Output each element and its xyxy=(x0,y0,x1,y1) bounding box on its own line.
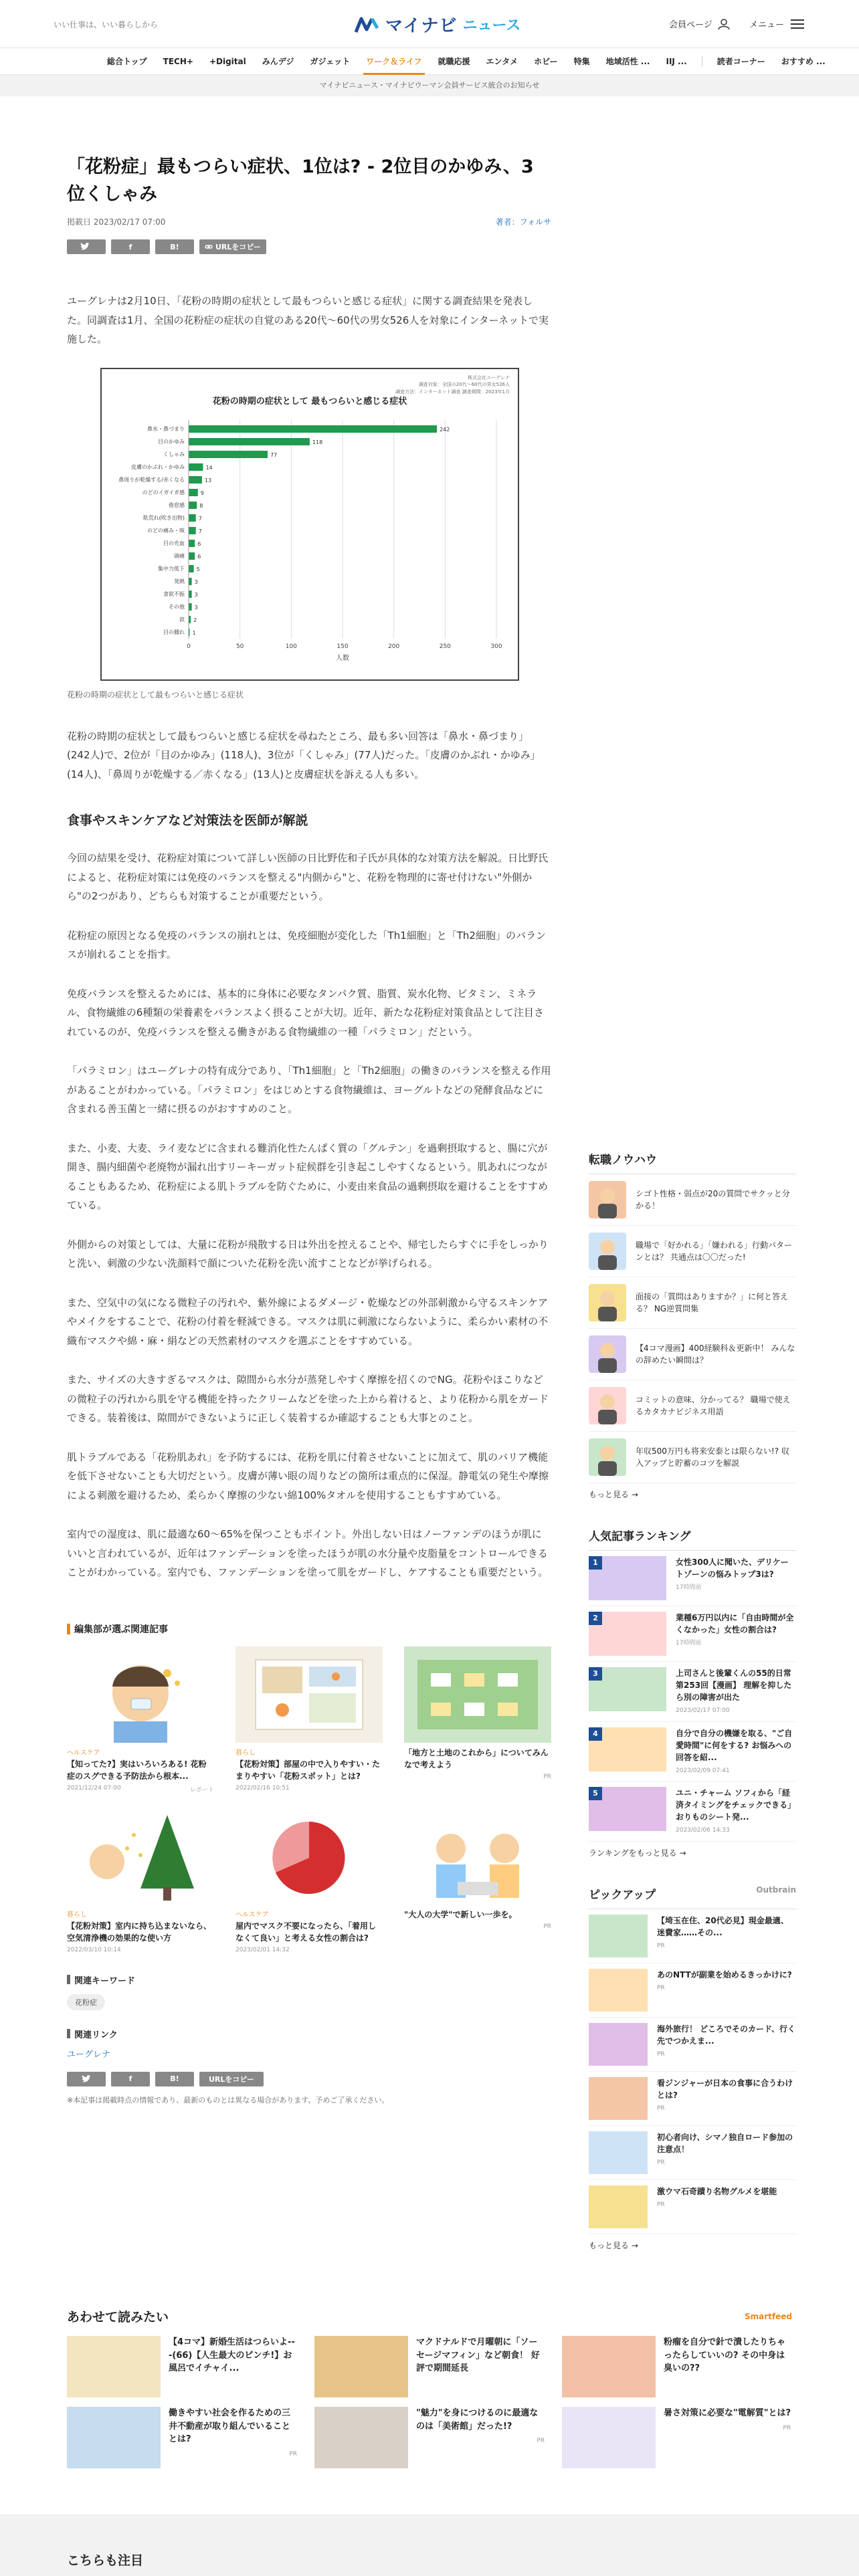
y-category-label: 鼻水・鼻づまり xyxy=(147,425,185,432)
site-tagline: いい仕事は、いい暮らしから xyxy=(54,20,159,29)
card-title: 「地方と土地のこれから」についてみんなで考えよう xyxy=(404,1747,549,1769)
chart-bar xyxy=(189,603,192,611)
card-date: 2022/03/10 10:14 xyxy=(67,1946,121,1953)
career-heading: 転職ノウハウ xyxy=(589,1150,796,1174)
pickup-item[interactable] xyxy=(589,1963,796,2018)
bar-value-label: 9 xyxy=(200,490,204,496)
ranking-more-link[interactable] xyxy=(589,1847,796,1858)
recommend-thumb xyxy=(314,2336,408,2397)
article-paragraph: 免疫バランスを整えるためには、基本的に身体に必要なタンパク質、脂質、炭水化物、ビタミン、ミネラル、食物繊維の6種類の栄養素をバランスよく摂ることが大切。近年、新たな花粉症対策食品として注目されているのが、免疫バランスを整える働きがある食物繊維の一種「パラミロン」だという。 xyxy=(67,987,544,1038)
thumbnail-students xyxy=(404,1808,551,1905)
article-paragraph: また、空気中の気になる微粒子の汚れや、紫外線によるダメージ・乾燥などの外部刺激から守るスキンケアやメイクをすることで、花粉の付着を軽減できる。マスクは肌に刺激にならないように、柔らかい素材の不織布マスクや綿・麻・絹などの天然素材のマスクを選ぶことをすすめている。 xyxy=(67,1296,549,1347)
bar-value-label: 1 xyxy=(192,629,196,636)
chart-bar xyxy=(189,502,197,509)
ranking-thumb xyxy=(589,1612,666,1656)
heading-bar xyxy=(67,1975,70,1984)
links-heading xyxy=(67,2028,551,2040)
pickup-item[interactable] xyxy=(589,2018,796,2072)
ranking-thumb xyxy=(589,1667,666,1711)
card-title: "大人の大学"で新しい一歩を。 xyxy=(404,1909,517,1919)
related-card[interactable] xyxy=(67,1808,214,1953)
author-link[interactable]: 著者：フォルサ xyxy=(495,217,551,227)
facebook-icon: f xyxy=(128,2074,132,2083)
y-category-label: 倦怠感 xyxy=(169,502,185,508)
pickup-thumb xyxy=(589,1969,648,2012)
career-thumb-icon xyxy=(589,1181,626,1218)
recommend-thumb xyxy=(67,2407,161,2468)
pickup-title: 初心者向け、シマノ独自ロード参加の注意点！ xyxy=(657,2132,793,2154)
bar-value-label: 6 xyxy=(197,540,201,547)
career-item[interactable] xyxy=(589,1277,796,1329)
y-category-label: 涙 xyxy=(179,616,185,623)
career-item-title: 職場で「好かれる」「嫌われる」行動パターンとは？ 共通点は〇〇だった! xyxy=(636,1241,793,1262)
section-heading: 食事やスキンケアなど対策法を医師が解説 xyxy=(67,813,308,828)
y-category-label: 目のかゆみ xyxy=(158,438,185,445)
nav-item[interactable]: 就職応援 xyxy=(438,56,470,66)
pickup-pr: PR xyxy=(657,1942,665,1949)
pickup-pr: PR xyxy=(657,2201,665,2208)
article-paragraph: 花粉の時期の症状として最もつらいと感じる症状を尋ねたところ、最も多い回答は「鼻水・鼻づまり」(242人)で、2位が「目のかゆみ」(118人)、3位が「くしゃみ」(77人)だった。「皮膚のかぶれ・かゆみ」(14人)、「鼻周りが乾燥する／赤くなる」(13人)と皮膚症状を訴える人も多い。 xyxy=(67,730,541,780)
ranking-item[interactable] xyxy=(589,1782,796,1842)
chart-bar xyxy=(189,438,310,445)
career-item[interactable] xyxy=(589,1226,796,1277)
heading-bar xyxy=(67,2029,70,2038)
article-paragraph: また、小麦、大麦、ライ麦などに含まれる難消化性たんぱく質の「グルテン」を過剰摂取すると、腸に穴が開き、腸内細菌や老廃物が漏れ出すリーキーガット症候群を引き起こしやすくなるという。肌あれにつながることもあるため、花粉症による肌トラブルを防ぐために、小麦由来食品の過剰摂取を避けることをすすめている。 xyxy=(67,1142,548,1211)
related-card[interactable] xyxy=(67,1646,214,1794)
x-axis-label: 人数 xyxy=(336,654,349,662)
member-page-link[interactable] xyxy=(669,17,730,30)
ranking-title: 自分で自分の機嫌を取る、"ご自愛時間"に何をする? お悩みへの回答を紹... xyxy=(676,1728,793,1762)
disclaimer-note: ※本記事は掲載時点の情報であり、最新のものとは異なる場合があります。予めご了承ください。 xyxy=(67,2095,389,2105)
thumbnail-board-game xyxy=(404,1646,551,1743)
career-thumb-icon xyxy=(589,1284,626,1321)
recommend-title: "魅力"を身につけるのに最適なのは「美術館」だった!? xyxy=(416,2408,539,2432)
ranking-item[interactable] xyxy=(589,1722,796,1782)
career-more-link[interactable] xyxy=(589,1489,796,1500)
y-category-label: 目の腫れ xyxy=(163,629,185,635)
card-category: 暮らし xyxy=(67,1911,87,1919)
chart-source-line: 株式会社ユーグレナ xyxy=(468,374,510,381)
ranking-title: ユニ・チャーム ソフィから「経済タイミングをチェックできる」おりものシート発... xyxy=(676,1788,796,1822)
career-item-title: 面接の「質問はありますか？」に何と答える？ NG逆質問集 xyxy=(636,1292,789,1313)
article-date: 掲載日 2023/02/17 07:00 xyxy=(67,217,166,227)
more-label: ランキングをもっと見る xyxy=(589,1848,677,1858)
hatena-icon: B! xyxy=(170,242,179,251)
pickup-item[interactable] xyxy=(589,1909,796,1963)
pickup-list xyxy=(589,1909,796,2234)
y-category-label: 頭痛 xyxy=(174,552,185,559)
site-logo[interactable] xyxy=(355,12,520,37)
chart-bar xyxy=(189,514,196,522)
x-tick-label: 150 xyxy=(337,643,349,650)
twitter-icon xyxy=(82,2075,91,2083)
nav-item[interactable]: エンタメ xyxy=(486,56,518,66)
chart-bar xyxy=(189,552,195,560)
chart-bar xyxy=(189,476,202,484)
pickup-title: あのNTTが副業を始めるきっかけに? xyxy=(657,1969,792,1979)
arrow-right-icon: → xyxy=(631,2240,638,2250)
x-tick-label: 100 xyxy=(285,643,297,650)
user-icon xyxy=(718,18,730,30)
pickup-heading xyxy=(589,1885,796,1909)
pickup-pr: PR xyxy=(657,2159,665,2166)
pickup-more-link[interactable] xyxy=(589,2240,796,2251)
card-title: 【知ってた?】実はいろいろある! 花粉症のスグできる予防法から根本... xyxy=(67,1759,207,1781)
recommend-thumb xyxy=(562,2407,656,2468)
recommend-title: 暑さ対策に必要な"電解質"とは? xyxy=(664,2408,791,2418)
bar-value-label: 242 xyxy=(440,426,450,433)
recommend-item[interactable] xyxy=(67,2407,297,2468)
pickup-pr: PR xyxy=(657,2105,665,2112)
nav-item[interactable]: みんデジ xyxy=(262,56,294,66)
career-item-title: 【4コマ漫画】400経験科＆更新中！ みんなの辞めたい瞬間は？ xyxy=(636,1344,795,1365)
career-item[interactable] xyxy=(589,1380,796,1432)
x-tick-label: 50 xyxy=(235,643,244,650)
bar-value-label: 7 xyxy=(198,515,202,522)
pickup-item[interactable] xyxy=(589,2180,796,2234)
share-hatena-button[interactable] xyxy=(155,239,194,254)
recommend-pr: PR xyxy=(289,2450,297,2458)
smartfeed-logo[interactable]: Smartfeed xyxy=(745,2311,792,2321)
pickup-thumb xyxy=(589,2131,648,2174)
nav-item[interactable]: ホビー xyxy=(534,56,558,66)
copy-url-button[interactable] xyxy=(199,2072,264,2086)
rank-number: 2 xyxy=(589,1612,602,1625)
logo-mark-icon xyxy=(355,15,380,35)
bar-value-label: 8 xyxy=(199,502,203,509)
thumbnail-room-map xyxy=(235,1646,383,1743)
related-card[interactable] xyxy=(404,1646,551,1794)
site-header xyxy=(0,0,859,48)
nav-item[interactable]: 地域活性 ... xyxy=(605,56,650,66)
ranking-list xyxy=(589,1551,796,1842)
x-tick-label: 0 xyxy=(187,643,191,650)
recommend-item[interactable] xyxy=(314,2407,545,2468)
y-category-label: その他 xyxy=(169,603,185,610)
chart-caption: 花粉の時期の症状として最もつらいと感じる症状 xyxy=(67,689,244,700)
share-hatena-button[interactable] xyxy=(155,2072,194,2086)
card-pr: レポート xyxy=(189,1786,214,1794)
ranking-item[interactable] xyxy=(589,1551,796,1606)
pickup-pr: PR xyxy=(657,2050,665,2058)
recommend-item[interactable] xyxy=(562,2336,792,2397)
recommend-title: 粉瘤を自分で針で潰したりちゃったらしていいの? その中身は臭いの?? xyxy=(664,2337,786,2373)
copy-url-button[interactable] xyxy=(199,239,266,254)
share-twitter-button[interactable] xyxy=(67,239,106,254)
more-label: もっと見る xyxy=(589,1490,630,1499)
career-list xyxy=(589,1174,796,1483)
article-paragraph: 肌トラブルである「花粉肌あれ」を予防するには、花粉を肌に付着させないことに加えて、肌のバリア機能を低下させないことも大切だという。皮膚が薄い眼の周りなどの箇所は重点的に保湿。静電気の発生や摩擦による刺激を避けるため、柔らかく摩擦の少ない綿100%タオルを使用することもすすめている。 xyxy=(67,1451,549,1501)
article-paragraph: 今回の結果を受け、花粉症対策について詳しい医師の日比野佐和子氏が具体的な対策方法を解説。日比野氏によると、花粉症対策には免疫のバランスを整える"内側から"と、花粉を物理的に寄せ付けない"外側から"の2つがあり、どちらも対策することが重要だという。 xyxy=(67,852,549,902)
ranking-thumb xyxy=(589,1556,666,1600)
career-thumb-icon xyxy=(589,1387,626,1424)
facebook-icon: f xyxy=(128,242,132,251)
bar-value-label: 14 xyxy=(205,464,213,471)
global-nav xyxy=(0,48,859,75)
chart-bar xyxy=(189,527,196,534)
nav-item[interactable]: TECH+ xyxy=(163,56,193,66)
footer-band xyxy=(0,2514,859,2576)
ranking-date: 2023/02/09 07:41 xyxy=(676,1767,730,1774)
bar-value-label: 3 xyxy=(194,591,198,598)
recommend-item[interactable] xyxy=(67,2336,297,2397)
y-category-label: のどのイガイガ感 xyxy=(142,489,185,496)
bar-chart xyxy=(102,369,518,679)
ranking-heading: 人気記事ランキング xyxy=(589,1527,796,1551)
copy-url-label: URLをコピー xyxy=(209,2074,254,2084)
menu-label: メニュー xyxy=(749,20,785,30)
bar-value-label: 2 xyxy=(193,617,197,623)
nav-item[interactable]: ガジェット xyxy=(310,56,351,66)
recommend-thumb xyxy=(562,2336,656,2397)
arrow-right-icon: → xyxy=(631,1490,638,1499)
related-card[interactable] xyxy=(235,1646,383,1794)
pickup-thumb xyxy=(589,2185,648,2228)
y-category-label: のどの痛み・咳 xyxy=(147,527,185,534)
card-pr: PR xyxy=(543,1923,551,1930)
logo-brand-main: マイナビ xyxy=(385,16,458,36)
career-item-title: コミットの意味、分かってる？ 職場で使えるカタカナビジネス用語 xyxy=(636,1395,791,1416)
rank-number: 5 xyxy=(589,1787,602,1800)
article-lead: ユーグレナは2月10日、「花粉の時期の症状として最もつらいと感じる症状」に関する調査結果を発表した。同調査は1月、全国の花粉症の症状の自覚のある20代〜60代の男女526人を対象にインターネットで実施した。 xyxy=(67,295,549,345)
more-label: もっと見る xyxy=(589,2240,630,2250)
recommend-item[interactable] xyxy=(562,2407,792,2468)
career-thumb-icon xyxy=(589,1232,626,1270)
ranking-item[interactable] xyxy=(589,1606,796,1662)
notice-bar[interactable]: マイナビニュース・マイナビウーマン会員サービス統合のお知らせ xyxy=(0,75,859,96)
card-date: 2021/12/24 07:00 xyxy=(67,1784,121,1792)
related-heading-label: 編集部が選ぶ関連記事 xyxy=(74,1624,168,1635)
recommend-title: 働きやすい社会を作るための三井不動産が取り組んでいることとは? xyxy=(169,2408,291,2444)
keywords-heading-label: 関連キーワード xyxy=(74,1975,136,1986)
chart-bar xyxy=(189,578,192,585)
pickup-thumb xyxy=(589,2023,648,2066)
rank-number: 3 xyxy=(589,1667,602,1681)
ranking-title: 女性300人に聞いた、デリケートゾーンの悩みトップ3は? xyxy=(676,1558,789,1579)
pickup-title: 激ウマ石奇蹟り名物グルメを堪能 xyxy=(657,2186,777,2196)
heading-bar xyxy=(67,1624,70,1634)
recommend-item[interactable] xyxy=(314,2336,545,2397)
y-category-label: 食欲不振 xyxy=(163,591,185,597)
ranking-date: 2023/02/06 14:33 xyxy=(676,1827,730,1834)
twitter-icon xyxy=(80,243,90,251)
pickup-title: 【埼玉在住、20代必見】現金最適、迷費家……その... xyxy=(657,1915,789,1937)
bar-value-label: 6 xyxy=(197,553,201,560)
y-category-label: 発熱 xyxy=(174,578,185,584)
x-tick-label: 300 xyxy=(490,643,502,650)
recommend-heading: あわせて読みたい xyxy=(67,2310,169,2325)
pickup-pr: PR xyxy=(657,1984,665,1992)
y-category-label: 集中力低下 xyxy=(158,565,185,572)
hamburger-icon xyxy=(791,19,804,29)
share-buttons xyxy=(67,239,551,254)
logo-brand-sub: ニュース xyxy=(462,17,521,34)
y-category-label: 皮膚のかぶれ・かゆみ xyxy=(131,463,185,470)
card-title: 【花粉対策】室内に持ち込まないなら、空気清浄機の効果的な使い方 xyxy=(67,1921,212,1943)
y-category-label: くしゃみ xyxy=(163,451,185,457)
card-title: 屋内でマスク不要になったら、「着用しなくて良い」と考える女性の割合は? xyxy=(235,1921,377,1943)
recommend-title: マクドナルドで月曜朝に「ソーセージマフィン」など朝食！ 好評で期間延長 xyxy=(416,2337,540,2373)
career-item[interactable] xyxy=(589,1432,796,1483)
related-heading xyxy=(67,1622,551,1636)
chart-bar xyxy=(189,540,195,547)
bar-value-label: 3 xyxy=(194,578,198,585)
hatena-icon: B! xyxy=(170,2074,179,2083)
share-facebook-button[interactable] xyxy=(111,2072,150,2086)
bar-value-label: 3 xyxy=(194,604,198,611)
recommend-section xyxy=(67,2307,792,2468)
article-paragraph: 室内での湿度は、肌に最適な60〜65%を保つこともポイント。外出しない日はノーファンデのほうが肌にいいと言われているが、近年はファンデーションを塗ったほうが肌の水分量や皮脂量をコントロールできることがわかっている。室内でも、ファンデーションを塗って肌をガードし、ケアすることも重要だという。 xyxy=(67,1528,549,1578)
nav-item[interactable]: IIJ ... xyxy=(666,56,687,66)
recommend-grid xyxy=(67,2336,792,2468)
card-category: ヘルスケア xyxy=(235,1911,269,1919)
career-thumb-icon xyxy=(589,1335,626,1373)
bar-value-label: 7 xyxy=(198,528,202,534)
recommend-title: 【4コマ】新婚生活はつらいよ---(66)【人生最大のピンチ!】お風呂でイチャイ... xyxy=(169,2337,295,2373)
keywords-heading xyxy=(67,1973,551,1986)
thumbnail-pie-chart xyxy=(235,1808,383,1905)
nav-item[interactable]: 総合トップ xyxy=(107,56,147,66)
footer-heading: こちらも注目 xyxy=(67,2553,144,2568)
career-item-title: 年収500万円も将来安泰とは限らない!? 収入アップと貯蓄のコツを解説 xyxy=(636,1446,789,1468)
y-category-label: 肌荒れ(吹き出物) xyxy=(142,514,185,521)
pickup-thumb xyxy=(589,2077,648,2120)
chart-bar xyxy=(189,425,437,433)
related-grid xyxy=(67,1646,551,1953)
recommend-thumb xyxy=(314,2407,408,2468)
ranking-date: 2023/02/17 07:00 xyxy=(676,1707,730,1714)
nav-item-extra[interactable]: おすすめ ... xyxy=(781,56,826,66)
career-thumb-icon xyxy=(589,1438,626,1476)
copy-url-label: URLをコピー xyxy=(215,243,261,251)
arrow-right-icon: → xyxy=(679,1848,686,1858)
career-item[interactable] xyxy=(589,1174,796,1226)
ranking-item[interactable] xyxy=(589,1662,796,1722)
card-pr: PR xyxy=(543,1773,551,1780)
card-category: ヘルスケア xyxy=(67,1749,100,1757)
chart-bar xyxy=(189,463,203,471)
ranking-date: 17時間前 xyxy=(676,1640,702,1646)
article-paragraph: また、サイズの大きすぎるマスクは、隙間から水分が蒸発しやすく摩擦を招くのでNG。花粉やほこりなどの微粒子の汚れから肌を守る機能を持ったクリームなどを塗った上から着けると、より花粉から肌をガードできる。装着後は、隙間ができないように正しく装着するか確認することも大事とのこと。 xyxy=(67,1374,549,1424)
related-card[interactable] xyxy=(235,1808,383,1953)
article-paragraph: 花粉症の原因となる免疫のバランスの崩れとは、免疫細胞が変化した「Th1細胞」と「Th2細胞」のバランスが崩れることを指す。 xyxy=(67,929,546,960)
related-link[interactable]: ユーグレナ xyxy=(67,2049,111,2060)
nav-item[interactable]: ワーク＆ライフ xyxy=(358,48,430,75)
nav-item[interactable]: +Digital xyxy=(209,56,246,66)
bar-value-label: 77 xyxy=(270,451,278,458)
article-paragraph: 「パラミロン」はユーグレナの特有成分であり、「Th1細胞」と「Th2細胞」の働きのバランスを整える作用があることがわかっている。「パラミロン」をはじめとする食物繊維は、ヨーグルトなどの発酵食品などに含まれる善玉菌と一緒に摂るのがおすすめのこと。 xyxy=(67,1065,551,1115)
career-item-title: シゴト性格・弱点が20の質問でサクッと分かる！ xyxy=(636,1189,790,1210)
bar-value-label: 118 xyxy=(312,439,323,445)
y-category-label: 鼻周りが乾燥する/赤くなる xyxy=(118,476,185,483)
x-tick-label: 250 xyxy=(439,643,451,650)
chart-title: 花粉の時期の症状として 最もつらいと感じる症状 xyxy=(212,396,407,407)
article xyxy=(67,154,551,2105)
article-title: 「花粉症」最もつらい症状、1位は? - 2位目のかゆみ、3位くしゃみ xyxy=(67,156,534,205)
keyword-chip[interactable]: 花粉症 xyxy=(67,1994,105,2010)
pickup-item[interactable] xyxy=(589,2072,796,2126)
pickup-title: 海外旅行！ どころでそのカード、行く先でつかえま... xyxy=(657,2024,795,2046)
card-title: 【花粉対策】部屋の中で入りやすい・たまりやすい「花粉スポット」とは? xyxy=(235,1759,381,1781)
article-paragraph: 外側からの対策としては、大量に花粉が飛散する日は外出を控えることや、帰宅したらすぐに手をしっかりと洗い、刺激の少ない洗顔料で顔についた花粉を洗い流すことなどが挙げられる。 xyxy=(67,1238,549,1269)
card-date: 2023/02/01 14:32 xyxy=(235,1946,290,1953)
career-item[interactable] xyxy=(589,1329,796,1380)
share-twitter-button[interactable] xyxy=(67,2072,106,2086)
nav-item-extra[interactable]: 読者コーナー xyxy=(717,56,765,66)
ranking-thumb xyxy=(589,1727,666,1772)
related-card[interactable] xyxy=(404,1808,551,1953)
rank-number: 1 xyxy=(589,1556,602,1570)
ranking-title: 業種6万円以内に「自由時間が全くなかった」女性の割合は? xyxy=(676,1613,794,1634)
menu-button[interactable] xyxy=(749,17,804,30)
bar-value-label: 5 xyxy=(196,566,200,572)
ranking-thumb xyxy=(589,1787,666,1831)
recommend-thumb xyxy=(67,2336,161,2397)
x-tick-label: 200 xyxy=(388,643,400,650)
chart-bar xyxy=(189,565,194,572)
card-date: 2022/02/16 10:51 xyxy=(235,1784,290,1792)
share-facebook-button[interactable] xyxy=(111,239,150,254)
card-category: 暮らし xyxy=(235,1749,256,1757)
ranking-date: 17時間前 xyxy=(676,1584,702,1591)
pickup-thumb xyxy=(589,1915,648,1957)
chart-source-line: 調査方法：インターネット調査 調査期間：2023年1月 xyxy=(395,389,510,395)
pickup-heading-label: ピックアップ xyxy=(589,1888,656,1902)
bar-value-label: 13 xyxy=(204,477,212,484)
share-buttons-bottom xyxy=(67,2072,551,2086)
recommend-pr: PR xyxy=(537,2438,545,2444)
thumbnail-sneezing-boy xyxy=(67,1646,214,1743)
pickup-title: 看ジンジャーが日本の食事に合うわけとは? xyxy=(657,2078,793,2100)
survey-chart[interactable] xyxy=(100,368,519,681)
chart-bar xyxy=(189,591,192,598)
member-page-label: 会員ページ xyxy=(669,20,712,30)
recommend-pr: PR xyxy=(783,2424,791,2432)
sidebar xyxy=(589,1150,796,2251)
thumbnail-cedar-tree xyxy=(67,1808,214,1905)
nav-item[interactable]: 特集 xyxy=(573,56,590,66)
chart-bar xyxy=(189,451,268,458)
ranking-title: 上司さんと後輩くんの55的日常 第253回【漫画】 理解を抑したら別の障害が出た xyxy=(676,1669,792,1702)
links-heading-label: 関連リンク xyxy=(74,2030,118,2040)
pickup-item[interactable] xyxy=(589,2126,796,2180)
outbrain-logo[interactable]: Outbrain xyxy=(756,1885,796,1895)
y-category-label: 目の充血 xyxy=(163,540,185,546)
rank-number: 4 xyxy=(589,1727,602,1741)
chart-bar xyxy=(189,489,198,496)
link-icon xyxy=(205,243,213,251)
chart-source-line: 調査対象：全国の20代〜60代の男女526人 xyxy=(418,382,510,387)
